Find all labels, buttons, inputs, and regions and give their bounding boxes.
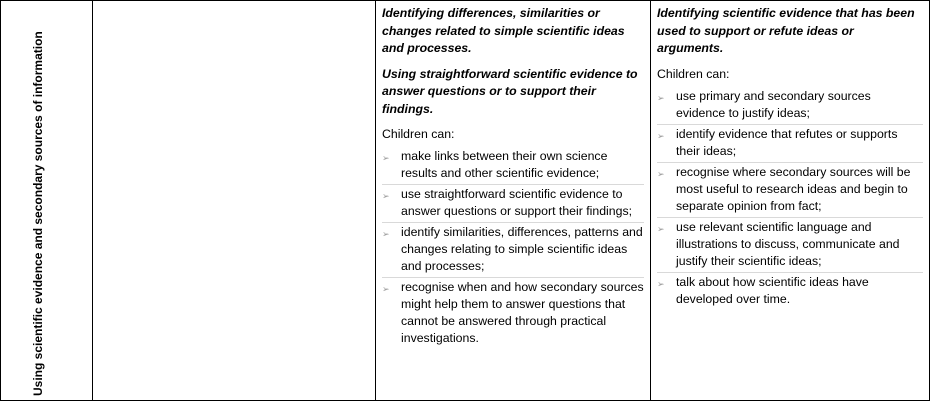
- list-item: [657, 87, 923, 122]
- list-item-text: recognise where secondary sources will be most useful to research ideas and begin to separate opinion from fact;: [676, 164, 911, 213]
- arrow-bullet-icon: ➢: [657, 92, 665, 103]
- arrow-bullet-icon: ➢: [657, 278, 665, 289]
- list-item: [657, 217, 923, 270]
- list-item: [657, 162, 923, 215]
- list-item: [382, 184, 644, 220]
- arrow-bullet-icon: ➢: [657, 168, 665, 179]
- list-item-text: use primary and secondary sources evidence to justify ideas;: [676, 88, 871, 120]
- objective-list: [382, 147, 644, 347]
- list-item-text: identify evidence that refutes or supports their ideas;: [676, 126, 898, 158]
- objective-heading: Identifying scientific evidence that has been used to support or refute ideas or arguments.: [657, 6, 915, 55]
- arrow-bullet-icon: ➢: [382, 229, 390, 239]
- list-item: [382, 222, 644, 275]
- list-item-text: make links between their own science results and other scientific evidence;: [401, 149, 608, 180]
- stage-cell-upper: [650, 0, 930, 401]
- list-item-text: use relevant scientific language and illustrations to discuss, communicate and justify their scientific ideas;: [676, 219, 900, 268]
- intro-text: Children can:: [382, 127, 455, 141]
- list-item-text: talk about how scientific ideas have developed over time.: [676, 274, 869, 306]
- intro-text: Children can:: [657, 66, 730, 81]
- arrow-bullet-icon: ➢: [382, 153, 390, 163]
- arrow-bullet-icon: ➢: [657, 130, 665, 141]
- objective-list: [657, 87, 923, 308]
- list-item-text: recognise when and how secondary sources might help them to answer questions that cannot be answered through practical investigations.: [401, 280, 644, 345]
- row-label: Using scientific evidence and secondary sources of information: [31, 31, 45, 396]
- list-item-text: identify similarities, differences, patterns and changes relating to simple scientific ideas and processes;: [401, 225, 643, 273]
- arrow-bullet-icon: ➢: [382, 191, 390, 201]
- objective-heading: Identifying differences, similarities or changes related to simple scientific ideas and processes.: [382, 6, 625, 55]
- arrow-bullet-icon: ➢: [382, 284, 390, 294]
- arrow-bullet-icon: ➢: [657, 223, 665, 234]
- objective-heading: Using straightforward scientific evidence to answer questions or to support their findings.: [382, 66, 638, 116]
- empty-cell: [92, 0, 376, 401]
- list-item: [382, 147, 644, 182]
- row-label-cell: [0, 0, 93, 401]
- list-item-text: use straightforward scientific evidence to answer questions or support their findings;: [401, 187, 633, 218]
- stage-cell-lower: [375, 0, 651, 401]
- list-item: [657, 124, 923, 160]
- list-item: [657, 272, 923, 308]
- list-item: [382, 277, 644, 347]
